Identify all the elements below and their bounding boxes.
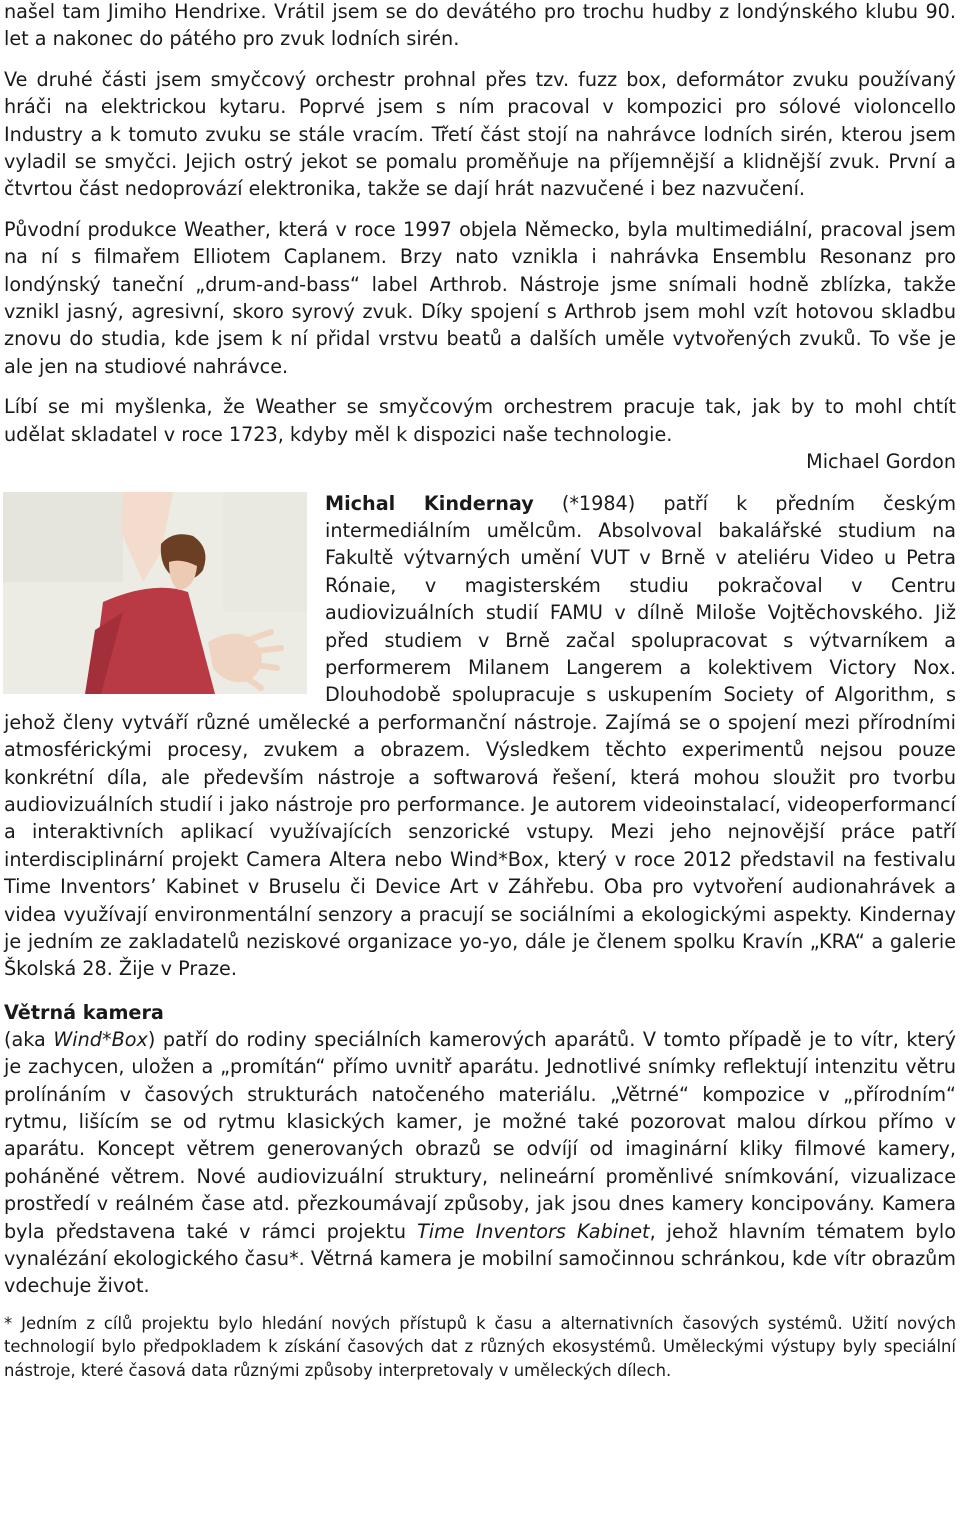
section-paragraph — [4, 1026, 956, 1300]
paragraph-intro-2: Ve druhé části jsem smyčcový orchestr prohnal přes tzv. fuzz box, deformátor zvuku používaný hráči na elektrickou kytaru. Poprvé jsem s ním pracoval v kompozici pro sólové violoncello Industry a k tomuto zvuku se stále vracím. Třetí část stojí na nahrávce lodních sirén, kterou jsem vyladil se smyčci. Jejich ostrý jekot se pomalu proměňuje na příjemnější a klidnější zvuk. První a čtvrtou část nedoprovází elektronika, takže se dají hrát nazvučené i bez nazvučení. — [4, 67, 956, 201]
section-title: Větrná kamera — [4, 1000, 164, 1024]
section-text-5: , jehož hlavním tématem bylo vynalézání ekologického času*. Větrná kamera je mobilní samočinnou schránkou, kde vítr obrazům vdechuje život. — [4, 1219, 956, 1298]
bio-section — [4, 476, 956, 983]
paragraph-intro-3: Původní produkce Weather, která v roce 1997 objela Německo, byla multimediální, pracoval jsem na ní s filmařem Elliotem Caplanem. Brzy nato vznikla i nahrávka Ensemblu Resonanz pro londýnský taneční „drum-and-bass“ label Arthrob. Nástroje jsme snímali hodně zblízka, takže vznikl jasný, agresivní, skoro syrový zvuk. Díky spojení s Arthrob jsem mohl vzít hotovou skladbu znovu do studia, kde jsem k ní přidal vrstvu beatů a dalších uměle vytvořených zvuků. To vše je ale jen na studiové nahrávce. — [4, 217, 956, 378]
document-page — [4, 0, 956, 1382]
section-text-3: ) patří do rodiny speciálních kamerových aparátů. V tomto případě je to vítr, který je zachycen, uložen a „promítán“ přímo uvnitř aparátu. Jednotlivé snímky reflektují intenzitu větru prolínáním v časových strukturách natočeného materiálu. „Větrné“ kompozice v „přírodním“ rytmu, lišícím se od rytmu klasických kamer, je možné také pozorovat malou dírkou přímo v aparátu. Koncept větrem generovaných obrazů se odvíjí od imaginární kliky filmové kamery, poháněné větrem. Nové audiovizuální struktury, nelineární proměnlivé snímkování, vizualizace prostředí v reálném čase atd. přezkoumávají způsoby, jak jsou dnes kamery koncipovány. Kamera byla představena také v rámci projektu — [4, 1027, 957, 1243]
section-text-4: Time Inventors Kabinet — [417, 1219, 650, 1243]
footnote-text: * Jedním z cílů projektu bylo hledání nových přístupů k času a alternativních časových systémů. Užití nových technologií bylo předpokladem k získání časových dat z různých ekosystémů. Uměleckými výstupy byly speciální nástroje, které časová data různými způsoby interpretovaly v uměleckých dílech. — [4, 1313, 956, 1380]
paragraph-intro-4: Líbí se mi myšlenka, že Weather se smyčcovým orchestrem pracuje tak, jak by to mohl chtít udělat skladatel v roce 1723, kdyby měl k dispozici naše technologie. — [4, 395, 956, 446]
footnote — [4, 1312, 956, 1383]
paragraph-intro-1: našel tam Jimiho Hendrixe. Vrátil jsem se do devátého pro trochu hudby z londýnského klubu 90. let a nakonec do pátého pro zvuk lodních sirén. — [4, 0, 956, 51]
artist-photo — [3, 492, 307, 694]
artist-bio-text: (*1984) patří k předním českým intermediálním umělcům. Absolvoval bakalářské studium na Fakultě výtvarných umění VUT v Brně v ateliéru Video u Petra Rónaie, v magisterském studiu pokračoval v Centru audiovizuálních studií FAMU v dílně Miloše Vojtěchovského. Již před studiem v Brně začal spolupracovat s výtvarníkem a performerem Milanem Langerem a kolektivem Victory Nox. Dlouhodobě spolupracuje s uskupením Society of Algorithm, s jehož členy vytváří různé umělecké a performanční nástroje. Zajímá se o spojení mezi přírodními atmosférickými procesy, zvukem a obrazem. Výsledkem těchto experimentů nejsou pouze konkrétní díla, ale především nástroje a softwarová řešení, která mohou sloužit pro tvorbu audiovizuálních studií i jako nástroje pro performance. Je autorem videoinstalací, videoperformancí a interaktivních aplikací využívajících senzorické vstupy. Mezi jeho nejnovější práce patří interdisciplinární projekt Camera Altera nebo Wind*Box, který v roce 2012 představil na festivalu Time Inventors’ Kabinet v Bruselu či Device Art v Záhřebu. Oba pro vytvoření audionahrávek a videa využívají environmentální senzory a pracují se sociálními a ekologickými aspekty. Kindernay je jedním ze zakladatelů neziskové organizace yo-yo, dále je členem spolku Kravín „KRA“ a galerie Školská 28. Žije v Praze. — [4, 491, 957, 981]
section-text-2: Wind*Box — [53, 1027, 148, 1051]
artist-name: Michal Kindernay — [325, 491, 534, 515]
author-signature: Michael Gordon — [806, 450, 956, 474]
section-text-1: (aka — [4, 1027, 54, 1051]
